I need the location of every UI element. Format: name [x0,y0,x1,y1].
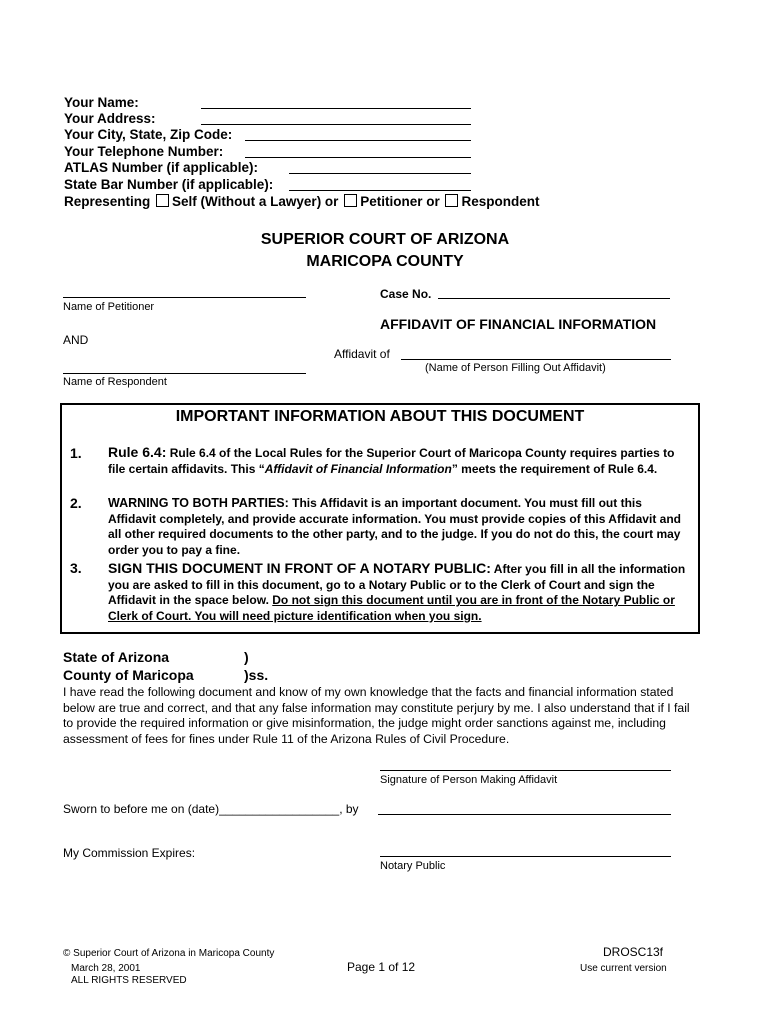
your-name-line[interactable] [201,108,471,109]
affidavit-of-line[interactable] [401,359,671,360]
city-state-zip-line[interactable] [245,140,471,141]
notary-public-label: Notary Public [380,860,446,872]
footer-rights: ALL RIGHTS RESERVED [71,975,187,986]
footer-copyright: © Superior Court of Arizona in Maricopa County [63,948,275,959]
state-bar-number-label: State Bar Number (if applicable): [64,177,274,192]
atlas-number-line[interactable] [289,173,471,174]
respondent-checkbox[interactable] [445,194,458,207]
case-no-line[interactable] [438,298,670,299]
sworn-by-line[interactable] [378,814,671,815]
item-3-text: SIGN THIS DOCUMENT IN FRONT OF A NOTARY PUBLIC: After you fill in all the information you are asked to fill in this document, go to a Notary Public or to the Clerk of Court and sign the Affidavit in the space below. Do not sign this document until you are in front of the Notary Public or Clerk of Court. You will need picture identification when you sign. [108,560,686,623]
representing-row [64,194,540,211]
representing-label: Representing [64,194,151,209]
commission-expires-label: My Commission Expires: [63,846,196,860]
form-id: DROSC13f [603,945,664,959]
name-of-petitioner-label: Name of Petitioner [63,301,155,313]
page-number: Page 1 of 12 [347,960,416,974]
your-name-label: Your Name: [64,95,139,110]
item-3-number: 3. [70,560,82,576]
county-name: MARICOPA COUNTY [306,253,464,270]
item-3-lead: SIGN THIS DOCUMENT IN FRONT OF A NOTARY PUBLIC: [108,560,491,576]
telephone-line[interactable] [245,157,471,158]
petitioner-line[interactable] [63,297,306,298]
self-checkbox[interactable] [156,194,169,207]
case-no-label: Case No. [380,287,432,301]
item-1-lead: Rule 6.4: [108,444,167,460]
respondent-line[interactable] [63,373,306,374]
notary-line[interactable] [380,856,671,857]
item-2-text: WARNING TO BOTH PARTIES: This Affidavit is an important document. You must fill out this Affidavit completely, and provide accurate information. You must provide copies of this Affidavit and all other required documents to the other party, and to the judge. If you do not do this, the court may order you to pay a fine. [108,496,681,557]
state-of-arizona: State of Arizona [63,649,170,665]
important-info-box [60,403,700,634]
respondent-label: Respondent [461,194,540,209]
and-label: AND [63,333,89,347]
county-of-maricopa: County of Maricopa [63,667,194,683]
use-current-version: Use current version [580,963,667,974]
your-address-line[interactable] [201,124,471,125]
atlas-number-label: ATLAS Number (if applicable): [64,160,259,175]
signature-line[interactable] [380,770,671,771]
county-ss: )ss. [244,667,269,683]
item-2-number: 2. [70,495,82,511]
affidavit-title: AFFIDAVIT OF FINANCIAL INFORMATION [380,316,657,332]
your-address-label: Your Address: [64,111,156,126]
affidavit-statement: I have read the following document and know of my own knowledge that the facts and financial information stated below are true and correct, and that any false information may constitute perjury by me. I also understand that if I fail to provide the required information or give misinformation, the judge might order sanctions against me, including assessment of fees for fines under Rule 11 of the Arizona Rules of Civil Procedure. [63,685,690,746]
person-filling-label: (Name of Person Filling Out Affidavit) [425,362,606,374]
city-state-zip-label: Your City, State, Zip Code: [64,127,233,142]
sworn-before-me: Sworn to before me on (date)__________________, by [63,802,359,816]
footer-date: March 28, 2001 [71,963,141,974]
telephone-label: Your Telephone Number: [64,144,224,159]
court-name: SUPERIOR COURT OF ARIZONA [260,231,510,248]
signature-label: Signature of Person Making Affidavit [380,774,558,786]
name-of-respondent-label: Name of Respondent [63,376,167,388]
item-1-text: Rule 6.4: Rule 6.4 of the Local Rules for the Superior Court of Maricopa County requires parties to file certain affidavits. This “Affidavit of Financial Information” meets the requirement of Rule 6.4. [108,444,675,476]
self-label: Self (Without a Lawyer) or [172,194,339,209]
item-2-lead: WARNING TO BOTH PARTIES: [108,496,289,510]
item-1-number: 1. [70,445,82,461]
state-paren: ) [244,649,249,665]
petitioner-label: Petitioner or [360,194,440,209]
important-info-title: IMPORTANT INFORMATION ABOUT THIS DOCUMENT [175,408,585,425]
state-bar-number-line[interactable] [289,190,471,191]
petitioner-checkbox[interactable] [344,194,357,207]
affidavit-of-label: Affidavit of [334,347,390,361]
